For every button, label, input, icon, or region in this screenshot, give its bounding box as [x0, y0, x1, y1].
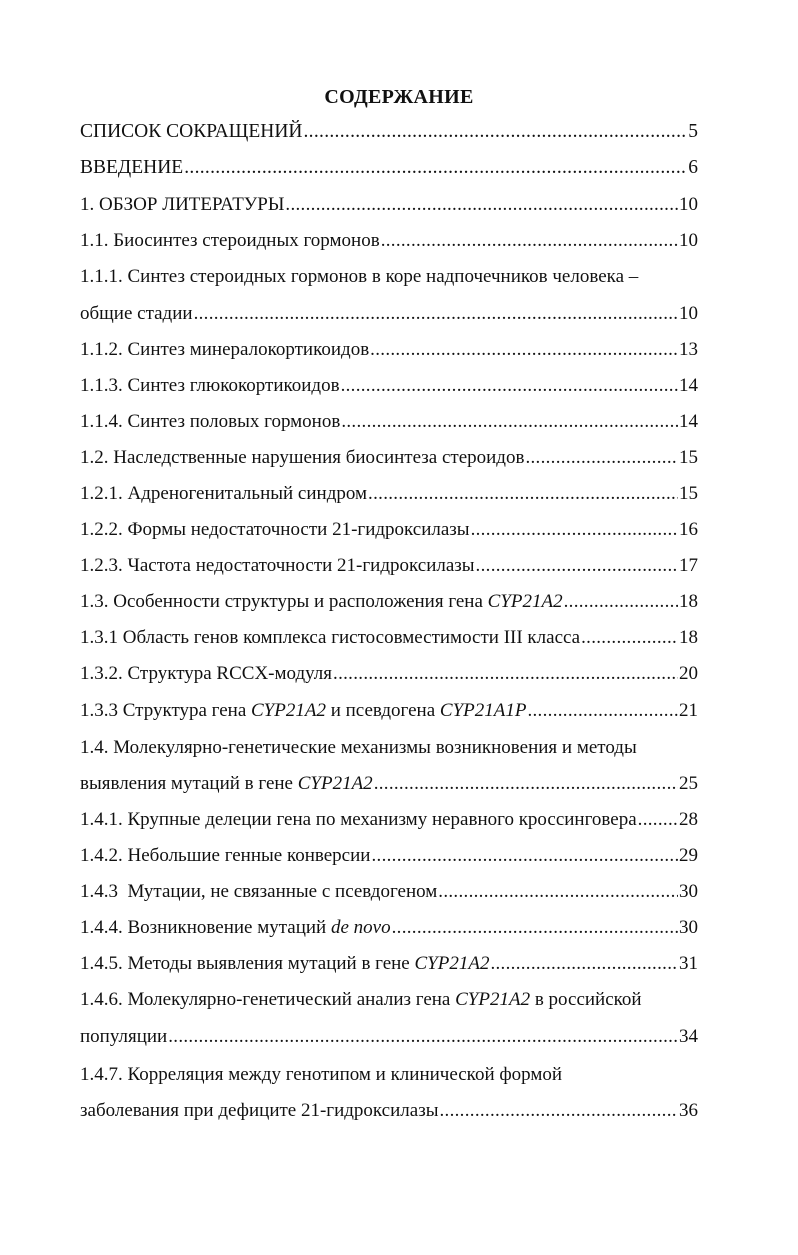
toc-entry-text: 1.4.1. Крупные делеции гена по механизму неравного кроссинговера: [80, 809, 637, 830]
toc-entry-1-3-3[interactable]: [80, 699, 698, 723]
toc-entry-1-4-1[interactable]: [80, 808, 698, 832]
toc-entry-text-plain: 1.4.6. Молекулярно-генетический анализ гена: [80, 989, 456, 1010]
toc-page-number: 18: [679, 627, 698, 648]
toc-entry-text: ВВЕДЕНИЕ: [80, 157, 184, 178]
toc-entry-1-4-4[interactable]: [80, 916, 698, 940]
toc-page-number: 14: [679, 411, 698, 432]
toc-entry-text-plain: выявления мутаций в гене: [80, 773, 298, 794]
toc-entry-1-1-2[interactable]: [80, 338, 698, 362]
toc-entry-text: [80, 952, 489, 976]
toc-entry-text: [80, 772, 373, 796]
dot-leader: [581, 626, 678, 650]
toc-entry-1-4-5[interactable]: [80, 952, 698, 976]
toc-page-number: 15: [679, 483, 698, 504]
dot-leader: [341, 374, 678, 398]
toc-page-number: 13: [679, 339, 698, 360]
toc-entry-introduction[interactable]: [80, 156, 698, 180]
toc-page-number: 21: [679, 700, 698, 721]
toc-page-number: 31: [679, 953, 698, 974]
toc-entry-text: 1.3.2. Структура RCCX-модуля: [80, 663, 333, 684]
dot-leader: [490, 952, 678, 976]
toc-page-number: 18: [679, 591, 698, 612]
toc-entry-text: [80, 590, 563, 614]
toc-page-number: 36: [679, 1100, 698, 1121]
toc-entry-literature-review[interactable]: [80, 193, 698, 217]
toc-entry-1-4[interactable]: [80, 772, 698, 796]
toc-page-number: 10: [679, 230, 698, 251]
toc-entry-1-2[interactable]: [80, 446, 698, 470]
dot-leader: [168, 1025, 678, 1049]
toc-entry-text: 1.1.3. Синтез глюкокортикоидов: [80, 375, 340, 396]
toc-entry-text: 1.3.1 Область генов комплекса гистосовместимости III класса: [80, 627, 581, 648]
gene-name: CYP21A2: [487, 591, 563, 612]
toc-entry-1-4-2[interactable]: [80, 844, 698, 868]
toc-page-number: 20: [679, 663, 698, 684]
toc-entry-text-plain: 1.3. Особенности структуры и расположения гена: [80, 591, 488, 612]
dot-leader: [341, 410, 678, 434]
toc-page-number: 17: [679, 555, 698, 576]
page-title: СОДЕРЖАНИЕ: [324, 86, 474, 108]
dot-leader: [381, 229, 678, 253]
toc-page-number: 6: [688, 157, 698, 178]
toc-entry-text: 1.1.2. Синтез минералокортикоидов: [80, 339, 370, 360]
toc-entry-1-4-7[interactable]: [80, 1099, 698, 1123]
toc-entry-1-3-2[interactable]: [80, 662, 698, 686]
dot-leader: [564, 590, 678, 614]
toc-entry-text: заболевания при дефиците 21-гидроксилазы: [80, 1100, 439, 1121]
toc-entry-1-3-1[interactable]: [80, 626, 698, 650]
toc-entry-1-1[interactable]: [80, 229, 698, 253]
toc-entry-abbreviations[interactable]: [80, 120, 698, 144]
toc-entry-text: общие стадии: [80, 303, 193, 324]
toc-entry-text: 1. ОБЗОР ЛИТЕРАТУРЫ: [80, 194, 285, 215]
dot-leader: [374, 772, 678, 796]
toc-page-number: 29: [679, 845, 698, 866]
toc-entry-text-plain: и псевдогена: [325, 700, 440, 721]
toc-entry-1-4-6-line1[interactable]: [80, 988, 642, 1012]
gene-name: CYP21A2: [455, 989, 531, 1010]
toc-page-number: 10: [679, 303, 698, 324]
toc-entry-text-plain: 1.3.3 Структура гена: [80, 700, 251, 721]
toc-entry-1-1-1[interactable]: [80, 302, 698, 326]
toc-page-number: 15: [679, 447, 698, 468]
pseudogene-name: CYP21A1P: [439, 700, 527, 721]
toc-entry-1-2-2[interactable]: [80, 518, 698, 542]
gene-name: CYP21A2: [251, 700, 326, 721]
dot-leader: [371, 844, 678, 868]
toc-page-number: 30: [679, 917, 698, 938]
toc-entry-1-3[interactable]: [80, 590, 698, 614]
toc-entry-text: 1.2.3. Частота недостаточности 21-гидроксилазы: [80, 555, 475, 576]
toc-entry-text-plain: 1.4.4. Возникновение мутаций: [80, 917, 331, 938]
toc-entry-text: популяции: [80, 1026, 168, 1047]
toc-entry-text: 1.2.1. Адреногенитальный синдром: [80, 483, 368, 504]
toc-entry-1-1-3[interactable]: [80, 374, 698, 398]
toc-entry-1-1-4[interactable]: [80, 410, 698, 434]
toc-entry-1-4-6[interactable]: [80, 1025, 698, 1049]
dot-leader: [285, 193, 678, 217]
dot-leader: [438, 880, 678, 904]
dot-leader: [638, 808, 678, 832]
dot-leader: [471, 518, 678, 542]
dot-leader: [476, 554, 678, 578]
toc-entry-1-4-line1[interactable]: 1.4. Молекулярно-генетические механизмы возникновения и методы: [80, 737, 637, 758]
toc-entry-text: 1.1.4. Синтез половых гормонов: [80, 411, 341, 432]
toc-page-number: 25: [679, 773, 698, 794]
dot-leader: [184, 156, 687, 180]
toc-entry-text: 1.2. Наследственные нарушения биосинтеза стероидов: [80, 447, 525, 468]
dot-leader: [392, 916, 678, 940]
toc-entry-text-plain: 1.4.5. Методы выявления мутаций в гене: [80, 953, 415, 974]
toc-page-number: 5: [688, 121, 698, 142]
toc-entry-text: [80, 699, 526, 723]
gene-name: CYP21A2: [414, 953, 490, 974]
dot-leader: [525, 446, 678, 470]
toc-entry-1-1-1-line1[interactable]: 1.1.1. Синтез стероидных гормонов в коре надпочечников человека –: [80, 266, 639, 287]
toc-entry-text: 1.4.3 Мутации, не связанные с псевдогеном: [80, 881, 438, 902]
toc-page-number: 34: [679, 1026, 698, 1047]
toc-page-number: 14: [679, 375, 698, 396]
toc-page-number: 16: [679, 519, 698, 540]
dot-leader: [333, 662, 678, 686]
toc-entry-text: 1.2.2. Формы недостаточности 21-гидроксилазы: [80, 519, 470, 540]
toc-entry-text: [80, 916, 391, 940]
gene-name: CYP21A2: [297, 773, 373, 794]
dot-leader: [527, 699, 678, 723]
toc-entry-text: 1.4.2. Небольшие генные конверсии: [80, 845, 371, 866]
toc-entry-1-4-3[interactable]: [80, 880, 698, 904]
dot-leader: [304, 120, 688, 144]
toc-page-number: 30: [679, 881, 698, 902]
latin-term: de novo: [330, 917, 391, 938]
dot-leader: [370, 338, 678, 362]
toc-page-number: 28: [679, 809, 698, 830]
dot-leader: [194, 302, 678, 326]
dot-leader: [368, 482, 678, 506]
toc-page-number: 10: [679, 194, 698, 215]
toc-entry-1-4-7-line1[interactable]: 1.4.7. Корреляция между генотипом и клинической формой: [80, 1064, 563, 1085]
toc-entry-text: 1.1. Биосинтез стероидных гормонов: [80, 230, 380, 251]
toc-entry-text-plain: в российской: [530, 989, 642, 1010]
toc-entry-1-2-1[interactable]: [80, 482, 698, 506]
toc-entry-1-2-3[interactable]: [80, 554, 698, 578]
dot-leader: [439, 1099, 678, 1123]
toc-entry-text: СПИСОК СОКРАЩЕНИЙ: [80, 121, 303, 142]
